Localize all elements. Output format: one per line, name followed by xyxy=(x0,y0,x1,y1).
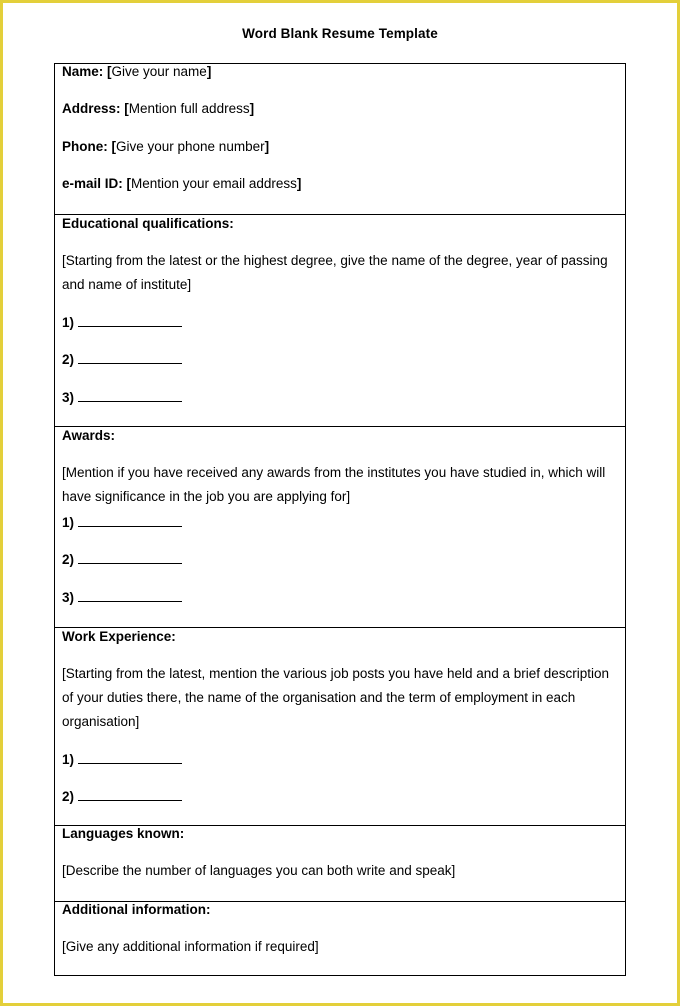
languages-section xyxy=(55,826,625,902)
item-number: 2) xyxy=(62,552,75,567)
email-label: e-mail ID: [ xyxy=(62,176,132,191)
additional-section xyxy=(55,902,625,975)
address-label: Address: [ xyxy=(62,101,129,116)
experience-item-1[interactable] xyxy=(62,748,619,772)
resume-form xyxy=(54,63,626,976)
blank-line[interactable] xyxy=(78,587,182,602)
experience-description: [Starting from the latest, mention the various job posts you have held and a brief description of your duties there, the name of the organisation and the term of employment in each organisation] xyxy=(62,666,610,729)
address-value: Mention full address xyxy=(128,101,250,116)
blank-line[interactable] xyxy=(78,387,182,402)
additional-heading: Additional information: xyxy=(62,902,211,917)
bracket-close: ] xyxy=(264,139,270,154)
email-value: Mention your email address xyxy=(131,176,297,191)
item-number: 3) xyxy=(62,390,75,405)
education-heading: Educational qualifications: xyxy=(62,216,234,231)
awards-section xyxy=(55,427,625,628)
education-section xyxy=(55,215,625,427)
address-line[interactable] xyxy=(62,97,619,121)
blank-line[interactable] xyxy=(78,349,182,364)
bracket-close: ] xyxy=(206,64,212,79)
awards-item-3[interactable] xyxy=(62,586,619,610)
education-item-2[interactable] xyxy=(62,348,619,372)
contact-section xyxy=(55,64,625,215)
experience-item-2[interactable] xyxy=(62,785,619,809)
languages-description: [Describe the number of languages you can both write and speak] xyxy=(62,863,456,878)
name-value: Give your name xyxy=(111,64,207,79)
phone-value: Give your phone number xyxy=(116,139,265,154)
blank-line[interactable] xyxy=(78,749,182,764)
item-number: 2) xyxy=(62,789,75,804)
item-number: 3) xyxy=(62,590,75,605)
name-line[interactable] xyxy=(62,60,619,84)
item-number: 1) xyxy=(62,515,75,530)
phone-label: Phone: [ xyxy=(62,139,116,154)
bracket-close: ] xyxy=(249,101,255,116)
blank-line[interactable] xyxy=(78,312,182,327)
name-label: Name: [ xyxy=(62,64,112,79)
bracket-close: ] xyxy=(296,176,302,191)
blank-line[interactable] xyxy=(78,549,182,564)
blank-line[interactable] xyxy=(78,512,182,527)
awards-description: [Mention if you have received any awards from the institutes you have studied in, which will have significance in the job you are applying for] xyxy=(62,465,606,504)
education-item-3[interactable] xyxy=(62,386,619,410)
phone-line[interactable] xyxy=(62,135,619,159)
experience-heading: Work Experience: xyxy=(62,629,176,644)
awards-item-2[interactable] xyxy=(62,548,619,572)
awards-item-1[interactable] xyxy=(62,511,619,535)
awards-heading: Awards: xyxy=(62,428,116,443)
email-line[interactable] xyxy=(62,172,619,196)
languages-heading: Languages known: xyxy=(62,826,185,841)
document-title: Word Blank Resume Template xyxy=(242,26,438,41)
blank-line[interactable] xyxy=(78,786,182,801)
additional-description: [Give any additional information if required] xyxy=(62,939,319,954)
experience-section xyxy=(55,628,625,826)
item-number: 1) xyxy=(62,315,75,330)
item-number: 1) xyxy=(62,752,75,767)
item-number: 2) xyxy=(62,352,75,367)
education-description: [Starting from the latest or the highest degree, give the name of the degree, year of passing and name of institute] xyxy=(62,253,608,292)
education-item-1[interactable] xyxy=(62,311,619,335)
